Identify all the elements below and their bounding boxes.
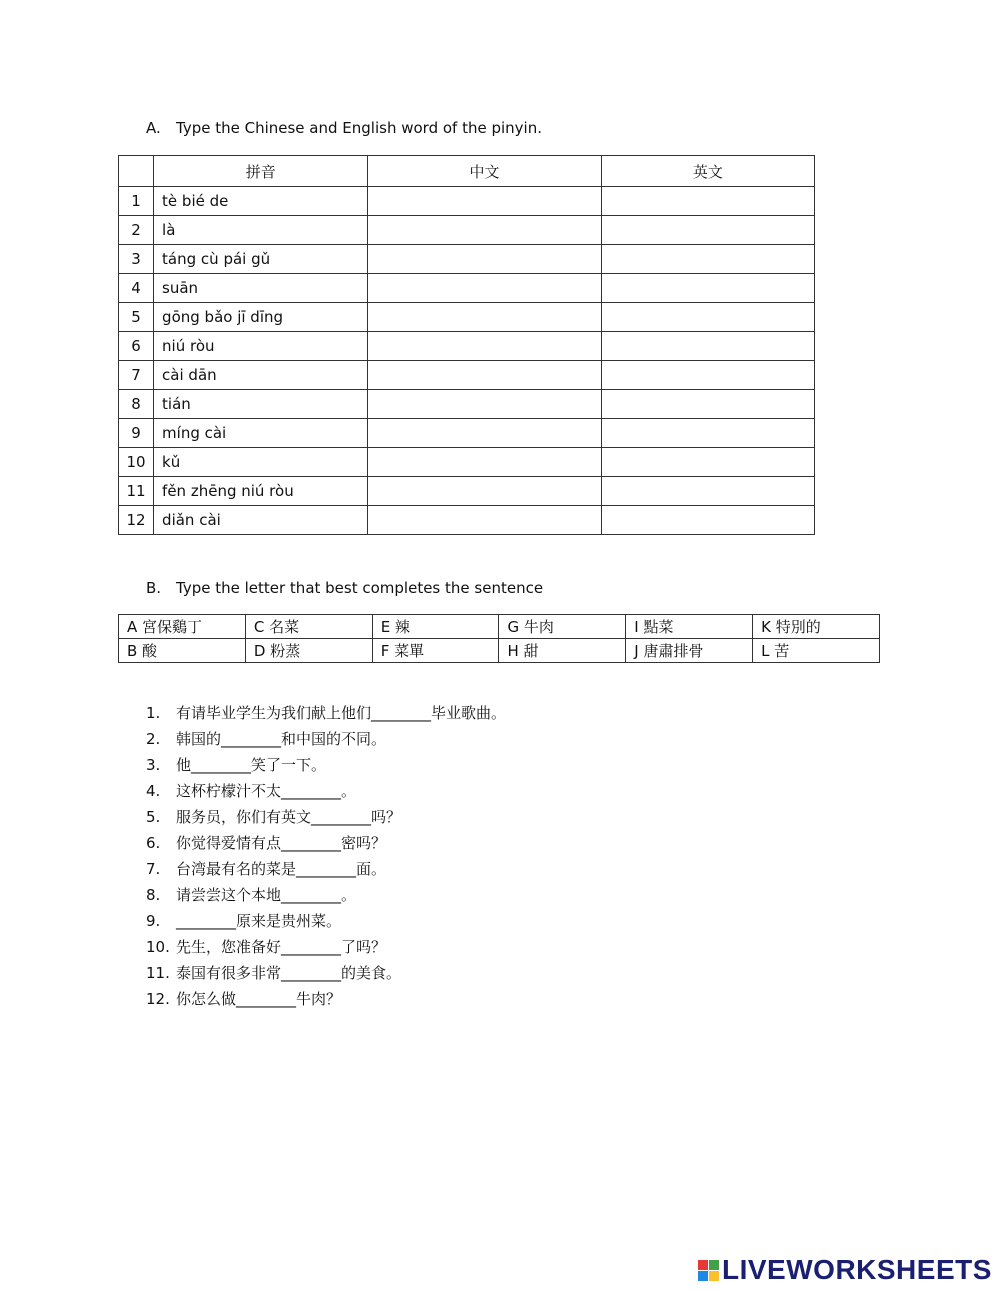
question-number: 1. — [146, 704, 161, 722]
pinyin-row — [119, 187, 815, 216]
question-item — [146, 986, 506, 1012]
question-number: 7. — [146, 860, 161, 878]
header-english: 英文 — [601, 156, 814, 187]
row-number: 5 — [119, 303, 154, 332]
question-text: ________原来是贵州菜。 — [176, 912, 342, 930]
row-number: 6 — [119, 332, 154, 361]
pinyin-row — [119, 390, 815, 419]
question-item — [146, 908, 506, 934]
logo-block — [698, 1260, 708, 1270]
question-text: 韩国的________和中国的不同。 — [176, 730, 387, 748]
row-number: 2 — [119, 216, 154, 245]
question-number: 10. — [146, 938, 170, 956]
pinyin-row — [119, 274, 815, 303]
pinyin-cell: tián — [154, 390, 368, 419]
question-item — [146, 700, 506, 726]
pinyin-table — [118, 155, 815, 535]
pinyin-row — [119, 303, 815, 332]
word-bank-row — [119, 615, 880, 639]
pinyin-cell: là — [154, 216, 368, 245]
question-item — [146, 726, 506, 752]
pinyin-cell: fěn zhēng niú ròu — [154, 477, 368, 506]
section-a-heading — [146, 119, 542, 137]
word-bank-cell: K 特別的 — [753, 615, 880, 639]
pinyin-cell: cài dān — [154, 361, 368, 390]
english-answer-cell[interactable] — [601, 361, 814, 390]
question-item — [146, 856, 506, 882]
header-chinese: 中文 — [368, 156, 601, 187]
question-number: 12. — [146, 990, 170, 1008]
word-bank-table — [118, 614, 880, 663]
section-b-letter: B. — [146, 579, 162, 597]
pinyin-row — [119, 332, 815, 361]
english-answer-cell[interactable] — [601, 303, 814, 332]
logo-block — [709, 1271, 719, 1281]
question-text: 服务员，你们有英文________吗？ — [176, 808, 402, 826]
english-answer-cell[interactable] — [601, 506, 814, 535]
question-text: 有请毕业学生为我们献上他们________毕业歌曲。 — [176, 704, 507, 722]
question-text: 他________笑了一下。 — [176, 756, 327, 774]
english-answer-cell[interactable] — [601, 187, 814, 216]
english-answer-cell[interactable] — [601, 419, 814, 448]
question-text: 你觉得爱情有点________密吗？ — [176, 834, 387, 852]
english-answer-cell[interactable] — [601, 245, 814, 274]
question-number: 2. — [146, 730, 161, 748]
logo-blocks-icon — [698, 1260, 719, 1281]
question-item — [146, 830, 506, 856]
pinyin-cell: diǎn cài — [154, 506, 368, 535]
question-number: 6. — [146, 834, 161, 852]
row-number: 12 — [119, 506, 154, 535]
pinyin-row — [119, 477, 815, 506]
word-bank-cell: J 唐肅排骨 — [626, 639, 753, 663]
word-bank-cell: E 辣 — [372, 615, 499, 639]
question-text: 先生，您准备好________了吗？ — [176, 938, 387, 956]
word-bank-cell: F 菜單 — [372, 639, 499, 663]
header-pinyin: 拼音 — [154, 156, 368, 187]
question-item — [146, 960, 506, 986]
pinyin-row — [119, 216, 815, 245]
word-bank-row — [119, 639, 880, 663]
question-item — [146, 934, 506, 960]
logo-text: LIVEWORKSHEETS — [722, 1254, 992, 1285]
word-bank-cell: A 宮保鷄丁 — [119, 615, 246, 639]
chinese-answer-cell[interactable] — [368, 245, 601, 274]
question-item — [146, 882, 506, 908]
pinyin-cell: míng cài — [154, 419, 368, 448]
pinyin-cell: gōng bǎo jī dīng — [154, 303, 368, 332]
question-text: 泰国有很多非常________的美食。 — [176, 964, 402, 982]
chinese-answer-cell[interactable] — [368, 332, 601, 361]
question-item — [146, 804, 506, 830]
english-answer-cell[interactable] — [601, 216, 814, 245]
word-bank-cell: C 名菜 — [245, 615, 372, 639]
chinese-answer-cell[interactable] — [368, 361, 601, 390]
pinyin-cell: niú ròu — [154, 332, 368, 361]
english-answer-cell[interactable] — [601, 274, 814, 303]
chinese-answer-cell[interactable] — [368, 448, 601, 477]
question-number: 3. — [146, 756, 161, 774]
question-text: 台湾最有名的菜是________面。 — [176, 860, 387, 878]
chinese-answer-cell[interactable] — [368, 390, 601, 419]
row-number: 4 — [119, 274, 154, 303]
logo-block — [698, 1271, 708, 1281]
pinyin-row — [119, 448, 815, 477]
section-b-instruction: Type the letter that best completes the sentence — [176, 579, 544, 597]
pinyin-row — [119, 506, 815, 535]
question-list — [146, 700, 506, 1012]
chinese-answer-cell[interactable] — [368, 303, 601, 332]
question-text: 你怎么做________牛肉？ — [176, 990, 342, 1008]
header-number — [119, 156, 154, 187]
row-number: 10 — [119, 448, 154, 477]
word-bank-cell: G 牛肉 — [499, 615, 626, 639]
word-bank-cell: D 粉蒸 — [245, 639, 372, 663]
pinyin-cell: tè bié de — [154, 187, 368, 216]
question-item — [146, 778, 506, 804]
question-text: 这杯柠檬汁不太________。 — [176, 782, 357, 800]
question-text: 请尝尝这个本地________。 — [176, 886, 357, 904]
question-number: 8. — [146, 886, 161, 904]
word-bank-cell: H 甜 — [499, 639, 626, 663]
english-answer-cell[interactable] — [601, 448, 814, 477]
pinyin-table-header — [119, 156, 815, 187]
row-number: 7 — [119, 361, 154, 390]
question-item — [146, 752, 506, 778]
word-bank-cell: L 苦 — [753, 639, 880, 663]
chinese-answer-cell[interactable] — [368, 419, 601, 448]
chinese-answer-cell[interactable] — [368, 274, 601, 303]
english-answer-cell[interactable] — [601, 332, 814, 361]
english-answer-cell[interactable] — [601, 477, 814, 506]
row-number: 3 — [119, 245, 154, 274]
english-answer-cell[interactable] — [601, 390, 814, 419]
question-number: 11. — [146, 964, 170, 982]
chinese-answer-cell[interactable] — [368, 506, 601, 535]
row-number: 11 — [119, 477, 154, 506]
logo-block — [709, 1260, 719, 1270]
pinyin-cell: suān — [154, 274, 368, 303]
pinyin-row — [119, 245, 815, 274]
row-number: 9 — [119, 419, 154, 448]
word-bank-cell: I 點菜 — [626, 615, 753, 639]
section-a-letter: A. — [146, 119, 161, 137]
section-b-heading — [146, 579, 543, 597]
liveworksheets-logo — [698, 1254, 992, 1286]
question-number: 9. — [146, 912, 161, 930]
row-number: 1 — [119, 187, 154, 216]
section-a-instruction: Type the Chinese and English word of the pinyin. — [176, 119, 542, 137]
pinyin-cell: kǔ — [154, 448, 368, 477]
pinyin-row — [119, 361, 815, 390]
question-number: 4. — [146, 782, 161, 800]
chinese-answer-cell[interactable] — [368, 187, 601, 216]
word-bank-cell: B 酸 — [119, 639, 246, 663]
question-number: 5. — [146, 808, 161, 826]
pinyin-row — [119, 419, 815, 448]
chinese-answer-cell[interactable] — [368, 477, 601, 506]
row-number: 8 — [119, 390, 154, 419]
chinese-answer-cell[interactable] — [368, 216, 601, 245]
pinyin-cell: táng cù pái gǔ — [154, 245, 368, 274]
